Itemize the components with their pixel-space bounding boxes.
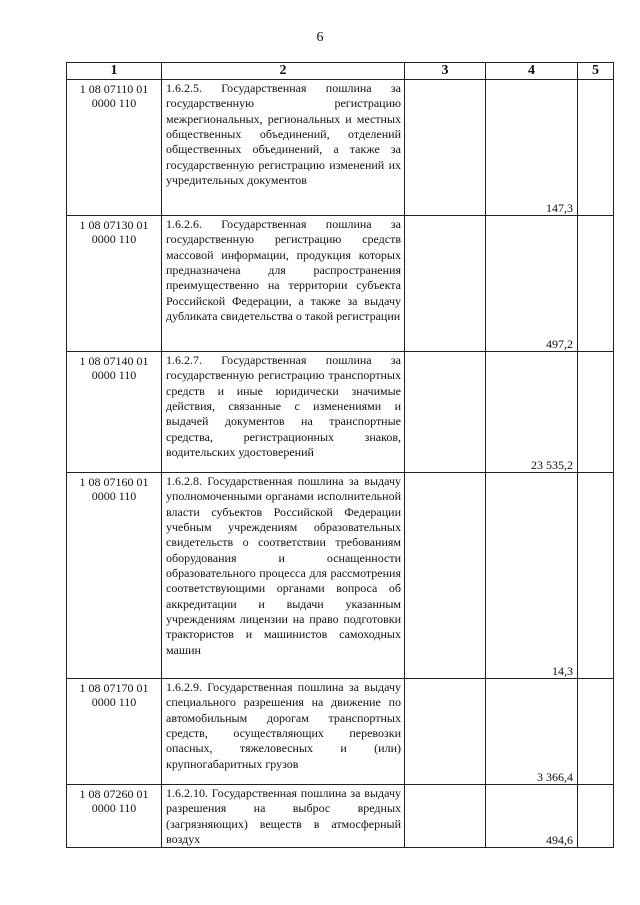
- budget-code-cell: 1 08 07130 01 0000 110: [67, 216, 162, 352]
- column-5-cell: [578, 785, 614, 848]
- budget-code-cell: 1 08 07140 01 0000 110: [67, 352, 162, 473]
- column-5-cell: [578, 216, 614, 352]
- table-row: [67, 216, 614, 352]
- budget-code-cell: 1 08 07110 01 0000 110: [67, 80, 162, 216]
- amount-cell: 14,3: [486, 473, 578, 679]
- column-5-cell: [578, 80, 614, 216]
- column-3-cell: [405, 785, 486, 848]
- description-cell: 1.6.2.6. Государственная пошлина за государственную регистрацию средств массовой информации, продукция которых предназначена для распространения преимущественно на территории субъекта Российской Федерации, а также за выдачу дубликата свидетельства о такой регистрации: [162, 216, 405, 352]
- amount-cell: 147,3: [486, 80, 578, 216]
- table-header-row: [67, 63, 614, 80]
- column-3-cell: [405, 80, 486, 216]
- budget-code-cell: 1 08 07160 01 0000 110: [67, 473, 162, 679]
- column-header-1: 1: [67, 63, 162, 80]
- table-row: [67, 352, 614, 473]
- table-row: [67, 785, 614, 848]
- page-number: 6: [316, 30, 324, 45]
- column-3-cell: [405, 679, 486, 785]
- column-header-2: 2: [162, 63, 405, 80]
- table-row: [67, 679, 614, 785]
- budget-table: [66, 62, 614, 848]
- amount-cell: 497,2: [486, 216, 578, 352]
- description-cell: 1.6.2.8. Государственная пошлина за выдачу уполномоченными органами исполнительной власти субъектов Российской Федерации учебным учреждениям образовательных свидетельств о соответствии требованиям оборудования и оснащенности образовательного процесса для рассмотрения соответствующими органами вопроса об аккредитации и выдачи указанным учреждениям лицензии на право подготовки трактористов и машинистов самоходных машин: [162, 473, 405, 679]
- column-header-3: 3: [405, 63, 486, 80]
- amount-cell: 23 535,2: [486, 352, 578, 473]
- description-cell: 1.6.2.10. Государственная пошлина за выдачу разрешения на выброс вредных (загрязняющих) веществ в атмосферный воздух: [162, 785, 405, 848]
- column-5-cell: [578, 352, 614, 473]
- table-row: [67, 80, 614, 216]
- column-5-cell: [578, 473, 614, 679]
- description-cell: 1.6.2.7. Государственная пошлина за государственную регистрацию транспортных средств и иные юридически значимые действия, связанные с изменениями и выдачей документов на транспортные средства, регистрационных знаков, водительских удостоверений: [162, 352, 405, 473]
- amount-cell: 494,6: [486, 785, 578, 848]
- amount-cell: 3 366,4: [486, 679, 578, 785]
- column-header-4: 4: [486, 63, 578, 80]
- table-row: [67, 473, 614, 679]
- budget-code-cell: 1 08 07260 01 0000 110: [67, 785, 162, 848]
- column-3-cell: [405, 352, 486, 473]
- column-3-cell: [405, 216, 486, 352]
- description-cell: 1.6.2.5. Государственная пошлина за государственную регистрацию межрегиональных, региональных и местных общественных объединений, отделений общественных объединений, а также за государственную регистрацию изменений их учредительных документов: [162, 80, 405, 216]
- column-3-cell: [405, 473, 486, 679]
- description-cell: 1.6.2.9. Государственная пошлина за выдачу специального разрешения на движение по автомобильным дорогам транспортных средств, осуществляющих перевозки опасных, тяжеловесных и (или) крупногабаритных грузов: [162, 679, 405, 785]
- column-header-5: 5: [578, 63, 614, 80]
- budget-code-cell: 1 08 07170 01 0000 110: [67, 679, 162, 785]
- column-5-cell: [578, 679, 614, 785]
